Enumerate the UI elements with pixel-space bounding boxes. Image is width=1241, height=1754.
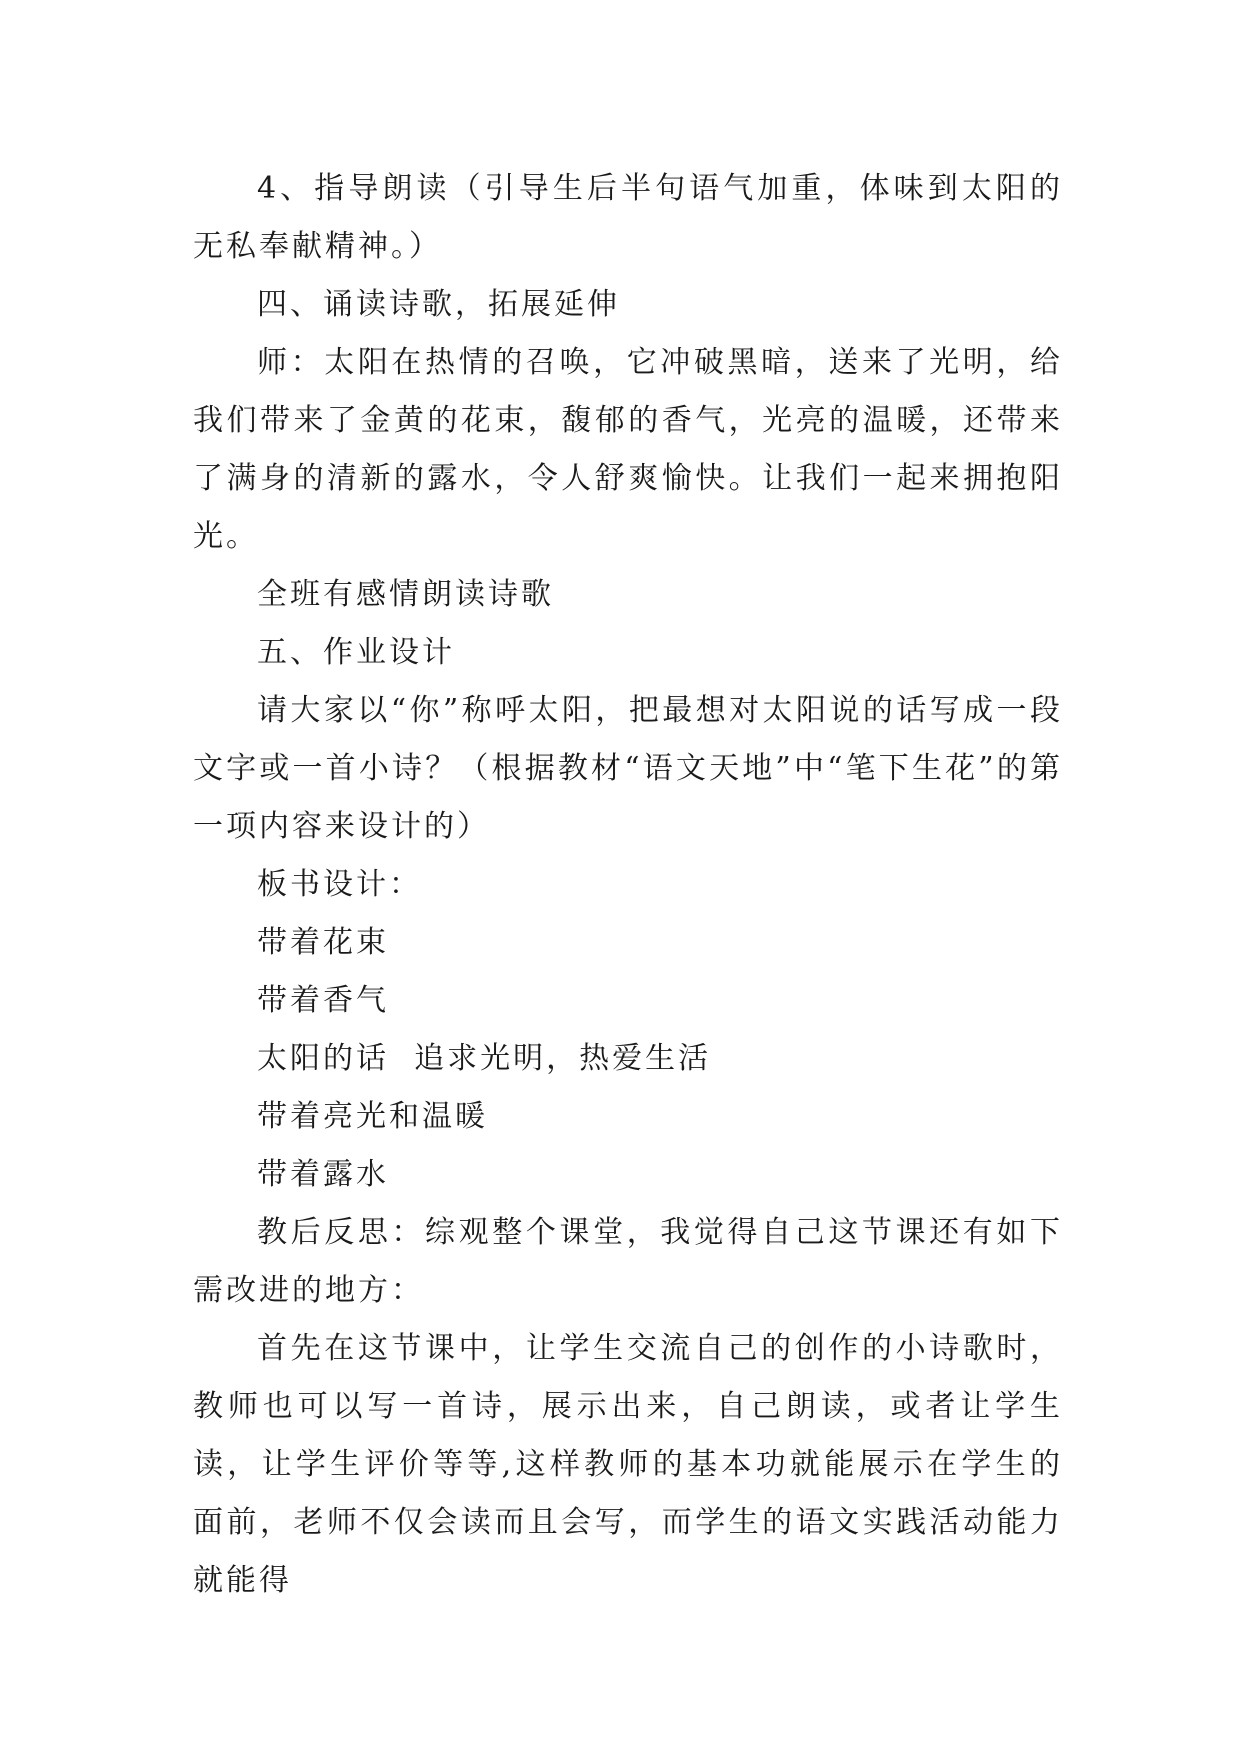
board-line-dew: 带着露水 xyxy=(257,1157,389,1192)
document-body xyxy=(193,160,1063,1610)
heading-board-design: 板书设计： xyxy=(257,867,422,902)
paragraph-teacher-speech: 师：太阳在热情的召唤，它冲破黑暗，送来了光明，给我们带来了金黄的花束，馥郁的香气，光亮的温暖，还带来了满身的清新的露水，令人舒爽愉快。让我们一起来拥抱阳光。 xyxy=(193,345,1063,554)
paragraph-class-reading: 全班有感情朗读诗歌 xyxy=(257,577,554,612)
board-line-fragrance: 带着香气 xyxy=(257,983,389,1018)
board-line-flowers: 带着花束 xyxy=(257,925,389,960)
paragraph-reflection: 教后反思：综观整个课堂，我觉得自己这节课还有如下需改进的地方： xyxy=(193,1215,1063,1308)
heading-section-five: 五、作业设计 xyxy=(257,635,455,670)
heading-section-four: 四、诵读诗歌，拓展延伸 xyxy=(257,287,620,322)
paragraph-guided-reading: 4、指导朗读（引导生后半句语气加重，体味到太阳的无私奉献精神。） xyxy=(193,171,1063,264)
board-line-light-warmth: 带着亮光和温暖 xyxy=(257,1099,488,1134)
paragraph-reflection-first: 首先在这节课中，让学生交流自己的创作的小诗歌时，教师也可以写一首诗，展示出来，自己朗读，或者让学生读，让学生评价等等,这样教师的基本功就能展示在学生的面前，老师不仅会读而且会写，而学生的语文实践活动能力就能得 xyxy=(193,1331,1063,1598)
paragraph-homework: 请大家以“你”称呼太阳，把最想对太阳说的话写成一段文字或一首小诗？（根据教材“语文天地”中“笔下生花”的第一项内容来设计的） xyxy=(193,693,1063,844)
board-line-sun-words: 太阳的话 追求光明，热爱生活 xyxy=(257,1041,712,1076)
